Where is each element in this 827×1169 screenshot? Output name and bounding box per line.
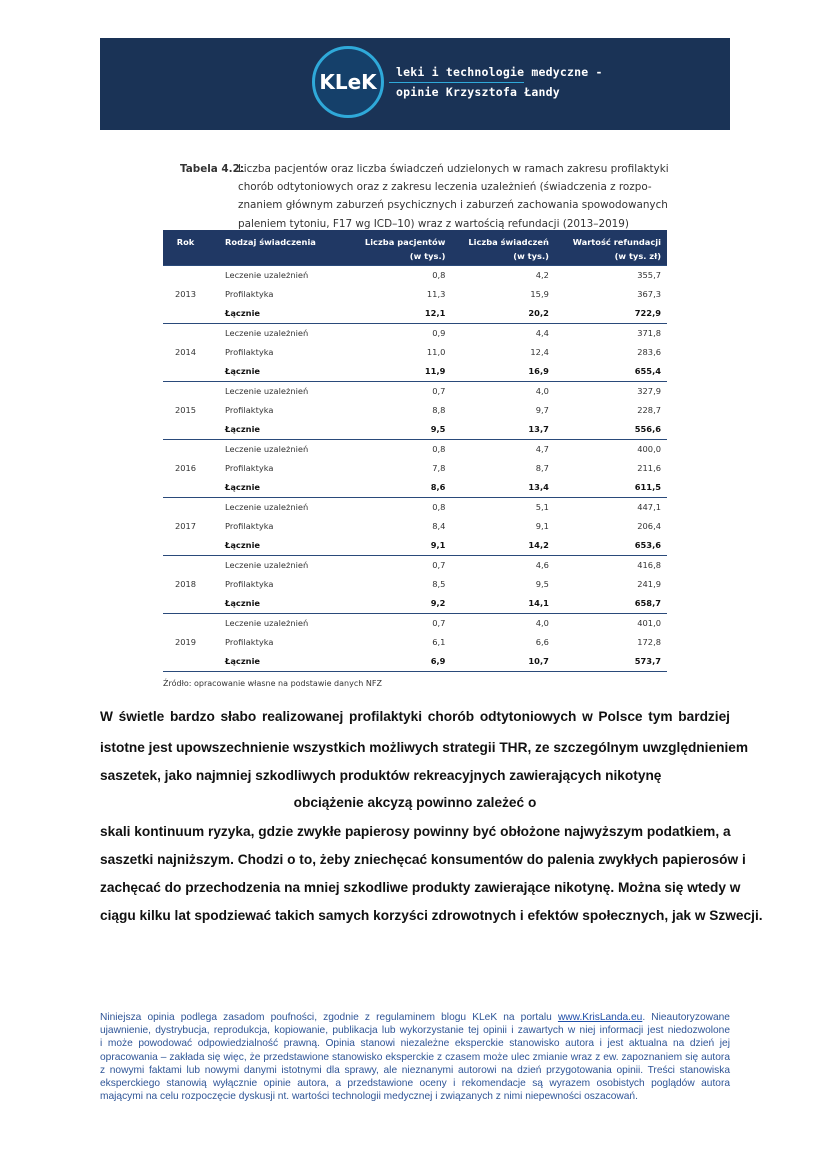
cell-type: Łącznie <box>225 598 261 608</box>
cell-type: Łącznie <box>225 482 261 492</box>
cell-year <box>163 323 208 343</box>
footer-line <box>100 1011 730 1024</box>
cell-services: 9,5 <box>535 579 549 589</box>
cell-value: 416,8 <box>555 555 667 575</box>
table-body <box>163 265 667 671</box>
cell-year <box>163 478 208 498</box>
table-source: Źródło: opracowanie własne na podstawie danych NFZ <box>163 679 382 688</box>
table-row <box>163 401 667 420</box>
cell-type: Łącznie <box>225 540 261 550</box>
cell-type: Leczenie uzależnień <box>208 265 348 285</box>
cell-value: 611,5 <box>634 482 661 492</box>
cell-patients: 8,4 <box>432 521 446 531</box>
cell-year: 2018 <box>174 579 197 589</box>
header-value <box>555 230 667 265</box>
logo-tagline-2: opinie Krzysztofa Łandy <box>396 85 560 99</box>
cell-type: Leczenie uzależnień <box>208 613 348 633</box>
cell-type: Łącznie <box>225 308 261 318</box>
paragraph-line-centered: obciążenie akcyzą powinno zależeć o <box>293 795 537 810</box>
paragraph-line: zachęcać do przechodzenia na mniej szkodliwe produkty zawierające nikotynę. Można się wtedy w <box>100 880 741 895</box>
cell-services: 8,7 <box>535 463 549 473</box>
cell-value: 367,3 <box>637 289 661 299</box>
footer-line: i może powodować odpowiedzialność prawną. Opinia stanowi niezależne eksperckie stanowisko autora i jest aktualna na dzień jej <box>100 1038 730 1050</box>
cell-services: 12,4 <box>530 347 549 357</box>
caption-line-2: chorób odtytoniowych oraz z zakresu leczenia uzależnień (świadczenia z rozpo- <box>238 181 652 194</box>
cell-patients: 8,5 <box>432 579 446 589</box>
cell-patients: 0,8 <box>348 439 451 459</box>
cell-type: Łącznie <box>225 424 261 434</box>
paragraph-line: saszetki najniższym. Chodzi o to, żeby zniechęcać konsumentów do palenia zwykłych papierosów i <box>100 852 746 867</box>
table-row <box>163 459 667 478</box>
footer-link[interactable]: www.KrisLanda.eu <box>557 1012 643 1023</box>
cell-year <box>163 420 208 440</box>
cell-year <box>163 555 208 575</box>
cell-type: Leczenie uzależnień <box>208 497 348 517</box>
cell-value: 722,9 <box>634 308 661 318</box>
header-services <box>451 230 555 265</box>
cell-type: Leczenie uzależnień <box>208 555 348 575</box>
paragraph-line: W świetle bardzo słabo realizowanej profilaktyki chorób odtytoniowych w Polsce tym bardziej <box>100 709 730 724</box>
klek-logo <box>312 46 384 118</box>
cell-services: 4,4 <box>451 323 555 343</box>
cell-type: Łącznie <box>208 652 348 672</box>
cell-year: 2013 <box>174 289 197 299</box>
cell-patients: 8,6 <box>430 482 446 492</box>
footer-line: ujawnienie, dystrybucja, reprodukcja, kopiowanie, publikacja lub wykorzystanie tej opinii i zawartych w niej informacji jest niedozwolone <box>100 1025 730 1037</box>
table-row <box>163 517 667 536</box>
header-value-line2: (w tys. zł) <box>614 251 661 261</box>
cell-year <box>163 594 208 614</box>
cell-type: Profilaktyka <box>225 521 274 531</box>
cell-patients: 0,7 <box>348 381 451 401</box>
table-row <box>163 343 667 362</box>
caption-line-1 <box>180 160 670 178</box>
table-row <box>163 613 667 633</box>
cell-value: 228,7 <box>637 405 661 415</box>
paragraph-line: istotne jest upowszechnienie wszystkich możliwych strategii THR, ze szczególnym uwzględnieniem <box>100 740 749 755</box>
cell-value: 355,7 <box>555 265 667 285</box>
cell-year <box>163 304 208 324</box>
cell-patients: 6,9 <box>348 652 451 672</box>
cell-services: 4,6 <box>451 555 555 575</box>
table-row <box>163 439 667 459</box>
cell-patients: 0,8 <box>348 265 451 285</box>
cell-type: Profilaktyka <box>225 405 274 415</box>
cell-year: 2017 <box>174 521 197 531</box>
cell-type: Leczenie uzależnień <box>208 323 348 343</box>
cell-services: 14,2 <box>528 540 549 550</box>
caption-text: Liczba pacjentów oraz liczba świadczeń udzielonych w ramach zakresu profilaktyki <box>238 163 669 175</box>
cell-type: Leczenie uzależnień <box>208 381 348 401</box>
cell-value: 401,0 <box>555 613 667 633</box>
table-row <box>163 536 667 556</box>
cell-type: Profilaktyka <box>225 637 274 647</box>
table-row <box>163 362 667 382</box>
paragraph-line: ciągu kilku lat spodziewać takich samych korzyści zdrowotnych i efektów społecznych, jak w Szwecji. <box>100 908 763 923</box>
cell-services: 5,1 <box>451 497 555 517</box>
cell-year <box>163 362 208 382</box>
logo-text: KLeK <box>319 70 377 94</box>
table-caption <box>180 160 670 233</box>
cell-services: 13,7 <box>528 424 549 434</box>
footer-line: eksperckiego stanowią wyłącznie opinie autora, a przedstawione oceny i rekomendacje są wyrazem osobistych poglądów autora <box>100 1078 730 1090</box>
table-row <box>163 265 667 285</box>
header-services-line2: (w tys.) <box>513 251 549 261</box>
table-row <box>163 555 667 575</box>
cell-value: 653,6 <box>634 540 661 550</box>
header-banner <box>100 38 730 130</box>
cell-value: 241,9 <box>637 579 661 589</box>
table-row <box>163 633 667 652</box>
cell-year <box>163 265 208 285</box>
cell-patients: 11,0 <box>426 347 446 357</box>
table-row <box>163 323 667 343</box>
cell-services: 4,7 <box>451 439 555 459</box>
cell-patients: 9,1 <box>430 540 446 550</box>
footer-disclaimer <box>100 1011 730 1103</box>
paragraph-line: saszetek, jako najmniej szkodliwych produktów rekreacyjnych zawierających nikotynę <box>100 768 662 783</box>
footer-line1-end: . Nieautoryzowane <box>642 1012 730 1023</box>
cell-year <box>163 381 208 401</box>
cell-services: 4,0 <box>451 381 555 401</box>
table-row <box>163 594 667 614</box>
cell-year <box>163 652 208 672</box>
cell-services: 14,1 <box>528 598 549 608</box>
footer-line: mającymi na celu rozpoczęcie dyskusji nt. wartości technologii medycznej i związanych z nimi niepewności oszacowań. <box>100 1091 638 1103</box>
footer-line: z nowymi faktami lub nowymi danymi istotnymi dla sprawy, ale nieznanymi autorowi na dzień przygotowania opinii. Treści stanowiska <box>100 1064 730 1076</box>
cell-services: 6,6 <box>535 637 549 647</box>
logo-divider <box>389 82 524 83</box>
header-patients-line2: (w tys.) <box>409 251 446 261</box>
cell-value: 327,9 <box>555 381 667 401</box>
cell-services: 10,7 <box>451 652 555 672</box>
cell-services: 15,9 <box>530 289 549 299</box>
cell-patients: 0,7 <box>348 613 451 633</box>
cell-services: 16,9 <box>528 366 549 376</box>
cell-value: 556,6 <box>634 424 661 434</box>
cell-patients: 9,5 <box>430 424 446 434</box>
caption-line-3: znaniem głównym zaburzeń psychicznych i zaburzeń zachowania spowodowanych <box>238 199 668 212</box>
cell-patients: 0,7 <box>348 555 451 575</box>
cell-patients: 9,2 <box>430 598 446 608</box>
cell-year: 2015 <box>174 405 197 415</box>
cell-value: 573,7 <box>555 652 667 672</box>
cell-value: 206,4 <box>637 521 661 531</box>
cell-year <box>163 613 208 633</box>
cell-type: Łącznie <box>225 366 261 376</box>
cell-value: 447,1 <box>555 497 667 517</box>
cell-value: 371,8 <box>555 323 667 343</box>
cell-services: 4,2 <box>451 265 555 285</box>
cell-value: 400,0 <box>555 439 667 459</box>
paragraph-line: skali kontinuum ryzyka, gdzie zwykłe papierosy powinny być obłożone najwyższym podatkiem, a <box>100 824 731 839</box>
cell-value: 172,8 <box>637 637 661 647</box>
table-row <box>163 497 667 517</box>
cell-year <box>163 439 208 459</box>
cell-services: 4,0 <box>451 613 555 633</box>
cell-year: 2014 <box>174 347 197 357</box>
table-row <box>163 381 667 401</box>
table-row <box>163 575 667 594</box>
cell-type: Profilaktyka <box>225 579 274 589</box>
table-row <box>163 420 667 440</box>
cell-value: 658,7 <box>634 598 661 608</box>
cell-year <box>163 536 208 556</box>
cell-patients: 7,8 <box>432 463 446 473</box>
cell-value: 283,6 <box>637 347 661 357</box>
cell-type: Profilaktyka <box>225 463 274 473</box>
table-row <box>163 478 667 498</box>
cell-type: Profilaktyka <box>225 347 274 357</box>
caption-label: Tabela 4.2: <box>180 163 244 175</box>
data-table <box>163 230 667 672</box>
footer-line: opracowania – zakłada się więc, że przedstawione stanowisko eksperckie z czasem może ulec zmianie wraz z ew. zapoznaniem się autora <box>100 1051 730 1063</box>
table-header-row <box>163 230 667 265</box>
cell-patients: 12,1 <box>424 308 446 318</box>
cell-patients: 11,3 <box>426 289 446 299</box>
cell-year: 2016 <box>174 463 197 473</box>
logo-tagline-1: leki i technologie medyczne - <box>396 65 603 79</box>
table-row <box>163 304 667 324</box>
header-type: Rodzaj świadczenia <box>208 230 348 265</box>
cell-services: 9,1 <box>535 521 549 531</box>
cell-type: Leczenie uzależnień <box>208 439 348 459</box>
cell-value: 655,4 <box>634 366 661 376</box>
cell-patients: 11,9 <box>424 366 446 376</box>
caption-line-4: paleniem tytoniu, F17 wg ICD–10) wraz z wartością refundacji (2013–2019) <box>238 217 629 230</box>
header-patients-line1: Liczba pacjentów <box>364 237 446 247</box>
table-row <box>163 285 667 304</box>
cell-patients: 6,1 <box>432 637 446 647</box>
header-patients <box>348 230 451 265</box>
cell-value: 211,6 <box>637 463 661 473</box>
header-value-line1: Wartość refundacji <box>572 237 661 247</box>
cell-services: 20,2 <box>528 308 549 318</box>
cell-type: Profilaktyka <box>225 289 274 299</box>
footer-line1-text: Niniejsza opinia podlega zasadom poufności, zgodnie z regulaminem blogu KLeK na portalu <box>100 1012 558 1023</box>
cell-services: 13,4 <box>528 482 549 492</box>
header-year: Rok <box>163 230 208 265</box>
cell-services: 9,7 <box>535 405 549 415</box>
cell-patients: 0,8 <box>348 497 451 517</box>
cell-year: 2019 <box>174 637 197 647</box>
cell-patients: 0,9 <box>348 323 451 343</box>
cell-year <box>163 497 208 517</box>
header-services-line1: Liczba świadczeń <box>468 237 549 247</box>
table-row <box>163 652 667 672</box>
cell-patients: 8,8 <box>432 405 446 415</box>
